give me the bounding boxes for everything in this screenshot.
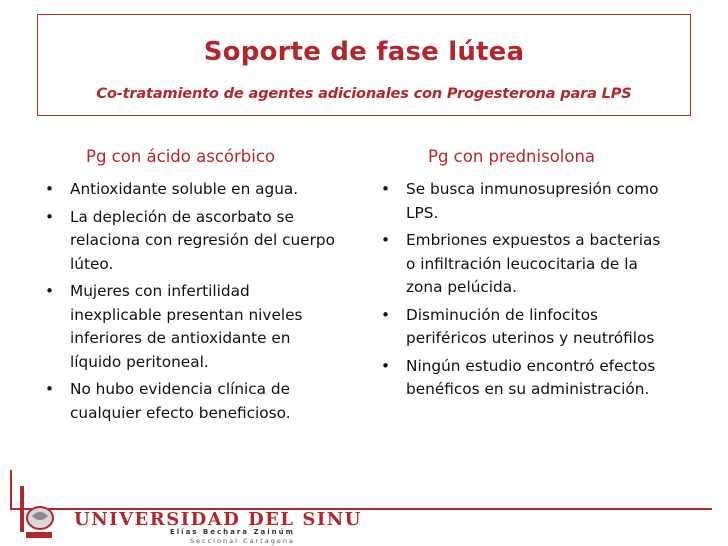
right-column-heading: Pg con prednisolona: [428, 147, 596, 166]
list-item: [44, 206, 344, 277]
bullet-icon: •: [381, 356, 391, 375]
left-column-heading: Pg con ácido ascórbico: [86, 147, 276, 166]
bullet-icon: •: [381, 231, 391, 249]
bullet-text: Embriones expuestos a bacterias o infiltración leucocitaria de la zona pelúcida.: [406, 231, 661, 296]
list-item: [44, 178, 344, 202]
institution-founder: Elías Bechara Zainúm: [170, 528, 295, 536]
bullet-icon: •: [45, 380, 55, 398]
left-bullet-list: [44, 178, 344, 425]
bullet-icon: •: [381, 305, 391, 324]
institution-name: UNIVERSIDAD DEL SINU: [74, 509, 362, 530]
bullet-text: No hubo evidencia clínica de cualquier efecto beneficioso.: [70, 380, 291, 422]
bullet-icon: •: [45, 282, 55, 300]
footer-accent-stroke: [10, 470, 12, 510]
bullet-icon: •: [381, 180, 391, 198]
bullet-icon: •: [45, 207, 55, 226]
slide-subtitle: Co-tratamiento de agentes adicionales con Progesterona para LPS: [96, 85, 632, 102]
bullet-icon: •: [45, 180, 55, 198]
list-item: [44, 378, 344, 425]
list-item: [380, 304, 670, 351]
bullet-text: La depleción de ascorbato se relaciona con regresión del cuerpo lúteo.: [70, 207, 335, 273]
list-item: [380, 178, 670, 225]
institution-campus: Seccional Cartagena: [190, 537, 295, 545]
right-column: [380, 178, 670, 406]
bullet-text: Se busca inmunosupresión como LPS.: [406, 180, 659, 222]
list-item: [44, 280, 344, 374]
left-column: [44, 178, 344, 429]
list-item: [380, 229, 670, 300]
bullet-text: Ningún estudio encontró efectos benéficos en su administración.: [406, 356, 656, 398]
slide-title: Soporte de fase lútea: [203, 37, 525, 67]
list-item: [380, 355, 670, 402]
bullet-text: Antioxidante soluble en agua.: [70, 180, 299, 198]
right-bullet-list: [380, 178, 670, 402]
university-logo-icon: [18, 486, 56, 542]
bullet-text: Disminución de linfocitos periféricos uterinos y neutrófilos: [406, 305, 655, 347]
bullet-text: Mujeres con infertilidad inexplicable presentan niveles inferiores de antioxidante en líquido peritoneal.: [70, 282, 303, 371]
